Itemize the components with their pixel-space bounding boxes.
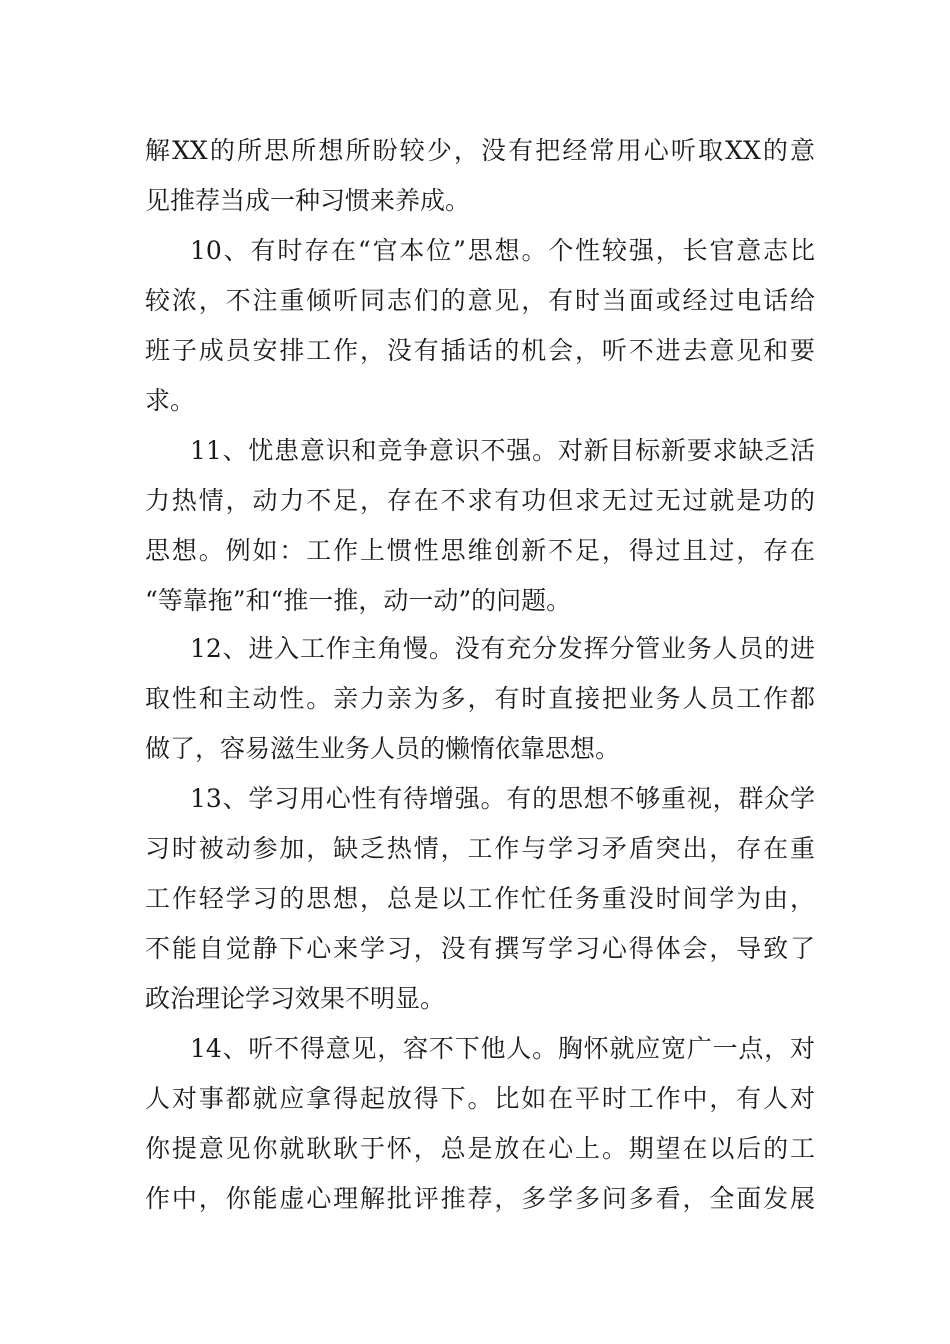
text-line: 较浓，不注重倾听同志们的意见，有时当面或经过电话给 (145, 286, 815, 315)
paragraph-13-start: 13、学习用心性有待增强。有的思想不够重视，群众学 (190, 784, 815, 813)
paragraph-11-start: 11、忧患意识和竞争意识不强。对新目标新要求缺乏活 (190, 436, 815, 465)
text-line: 你提意见你就耿耿于怀，总是放在心上。期望在以后的工 (145, 1134, 815, 1163)
paragraph-14-start: 14、听不得意见，容不下他人。胸怀就应宽广一点，对 (190, 1034, 815, 1063)
text-line: “等靠拖”和“推一推，动一动”的问题。 (145, 586, 572, 615)
text-line: 习时被动参加，缺乏热情，工作与学习矛盾突出，存在重 (145, 834, 815, 863)
text-line: 不能自觉静下心来学习，没有撰写学习心得体会，导致了 (145, 934, 815, 963)
text-line: 班子成员安排工作，没有插话的机会，听不进去意见和要 (145, 336, 815, 365)
text-line: 作中，你能虚心理解批评推荐，多学多问多看，全面发展 (145, 1184, 815, 1213)
text-line: 解XX的所思所想所盼较少，没有把经常用心听取XX的意 (145, 136, 815, 165)
text-line: 做了，容易滋生业务人员的懒惰依靠思想。 (145, 734, 621, 763)
text-line: 力热情，动力不足，存在不求有功但求无过无过就是功的 (145, 486, 815, 515)
text-line: 思想。例如：工作上惯性思维创新不足，得过且过，存在 (145, 536, 815, 565)
text-line: 政治理论学习效果不明显。 (145, 984, 446, 1013)
text-line: 取性和主动性。亲力亲为多，有时直接把业务人员工作都 (145, 684, 815, 713)
paragraph-10-start: 10、有时存在“官本位”思想。个性较强，长官意志比 (190, 236, 815, 265)
text-line: 人对事都就应拿得起放得下。比如在平时工作中，有人对 (145, 1084, 815, 1113)
paragraph-12-start: 12、进入工作主角慢。没有充分发挥分管业务人员的进 (190, 634, 815, 663)
text-line: 工作轻学习的思想，总是以工作忙任务重没时间学为由， (145, 884, 815, 913)
text-line: 求。 (145, 386, 196, 415)
text-line: 见推荐当成一种习惯来养成。 (145, 186, 471, 215)
